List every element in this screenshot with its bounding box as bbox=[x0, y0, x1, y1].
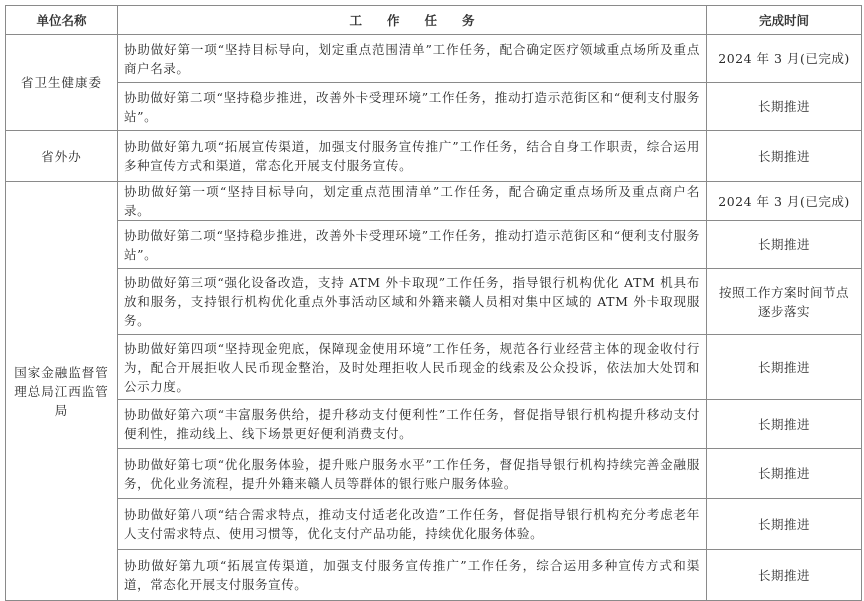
time-cell: 长期推进 bbox=[707, 221, 862, 269]
table-row bbox=[6, 221, 862, 269]
task-cell: 协助做好第二项“坚持稳步推进，改善外卡受理环境”工作任务，推动打造示范街区和“便利支付服务站”。 bbox=[118, 221, 707, 269]
time-cell: 长期推进 bbox=[707, 83, 862, 131]
time-cell: 长期推进 bbox=[707, 550, 862, 601]
task-cell: 协助做好第二项“坚持稳步推进，改善外卡受理环境”工作任务，推动打造示范街区和“便利支付服务站”。 bbox=[118, 83, 707, 131]
task-cell: 协助做好第九项“拓展宣传渠道，加强支付服务宣传推广”工作任务，综合运用多种宣传方式和渠道，常态化开展支付服务宣传。 bbox=[118, 550, 707, 601]
unit-cell: 省卫生健康委 bbox=[6, 35, 118, 131]
table-row bbox=[6, 83, 862, 131]
time-cell: 2024 年 3 月(已完成) bbox=[707, 35, 862, 83]
task-cell: 协助做好第一项“坚持目标导向，划定重点范围清单”工作任务，配合确定重点场所及重点商户名录。 bbox=[118, 182, 707, 221]
header-row bbox=[6, 6, 862, 35]
table-row bbox=[6, 499, 862, 550]
table-row bbox=[6, 182, 862, 221]
time-cell: 2024 年 3 月(已完成) bbox=[707, 182, 862, 221]
task-cell: 协助做好第八项“结合需求特点，推动支付适老化改造”工作任务，督促指导银行机构充分考虑老年人支付需求特点、使用习惯等，优化支付产品功能，持续优化服务体验。 bbox=[118, 499, 707, 550]
time-cell: 按照工作方案时间节点逐步落实 bbox=[707, 269, 862, 335]
table-row bbox=[6, 400, 862, 449]
header-unit: 单位名称 bbox=[6, 6, 118, 35]
task-cell: 协助做好第九项“拓展宣传渠道，加强支付服务宣传推广”工作任务，结合自身工作职责，综合运用多种宣传方式和渠道，常态化开展支付服务宣传。 bbox=[118, 131, 707, 182]
task-cell: 协助做好第四项“坚持现金兜底，保障现金使用环境”工作任务，规范各行业经营主体的现金收付行为，配合开展拒收人民币现金整治，及时处理拒收人民币现金的线索及公众投诉，依法加大处罚和公示力度。 bbox=[118, 335, 707, 400]
table-row bbox=[6, 269, 862, 335]
time-cell: 长期推进 bbox=[707, 449, 862, 499]
task-cell: 协助做好第三项“强化设备改造，支持 ATM 外卡取现”工作任务，指导银行机构优化 ATM 机具布放和服务，支持银行机构优化重点外事活动区域和外籍来赣人员相对集中区域的 ATM 外卡取现服务。 bbox=[118, 269, 707, 335]
unit-cell: 省外办 bbox=[6, 131, 118, 182]
table-row bbox=[6, 35, 862, 83]
table-row bbox=[6, 335, 862, 400]
task-assignment-table bbox=[5, 5, 862, 601]
task-cell: 协助做好第六项“丰富服务供给，提升移动支付便利性”工作任务，督促指导银行机构提升移动支付便利性，推动线上、线下场景更好便利消费支付。 bbox=[118, 400, 707, 449]
time-cell: 长期推进 bbox=[707, 499, 862, 550]
time-cell: 长期推进 bbox=[707, 335, 862, 400]
time-cell: 长期推进 bbox=[707, 131, 862, 182]
unit-cell: 国家金融监督管理总局江西监管局 bbox=[6, 182, 118, 601]
header-time: 完成时间 bbox=[707, 6, 862, 35]
table-row bbox=[6, 449, 862, 499]
task-cell: 协助做好第七项“优化服务体验，提升账户服务水平”工作任务，督促指导银行机构持续完善金融服务，优化业务流程，提升外籍来赣人员等群体的银行账户服务体验。 bbox=[118, 449, 707, 499]
table-row bbox=[6, 550, 862, 601]
task-cell: 协助做好第一项“坚持目标导向，划定重点范围清单”工作任务，配合确定医疗领域重点场所及重点商户名录。 bbox=[118, 35, 707, 83]
header-task: 工 作 任 务 bbox=[118, 6, 707, 35]
time-cell: 长期推进 bbox=[707, 400, 862, 449]
table-row bbox=[6, 131, 862, 182]
